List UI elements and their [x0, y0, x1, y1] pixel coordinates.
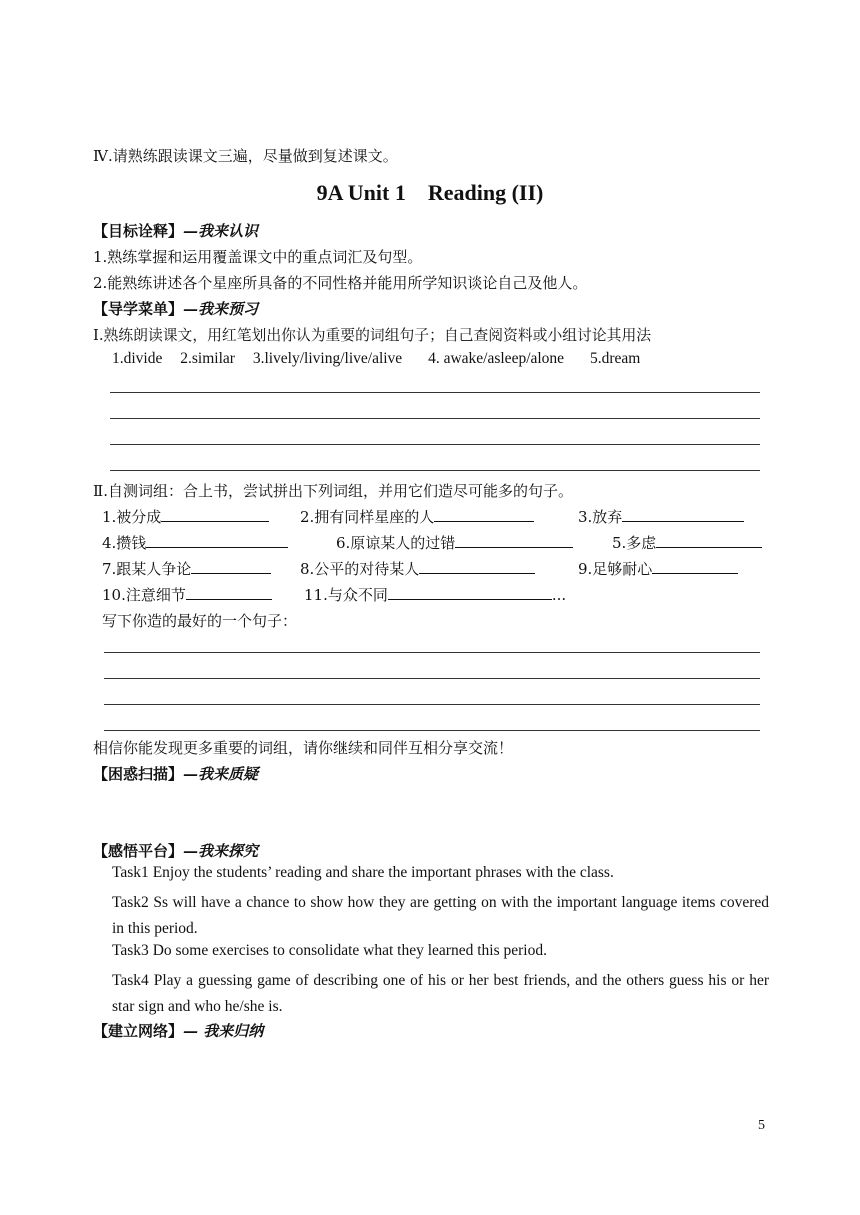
word-4: 4. awake/asleep/alone [428, 350, 565, 367]
section-guide-sub: —我来预习 [183, 300, 259, 318]
phrase-7-wrap [102, 558, 271, 579]
phrase-3-wrap [578, 506, 744, 527]
phrase-1: 1.被分成 [102, 508, 162, 526]
answer-line-2[interactable] [110, 418, 760, 419]
phrase-5: 6.原谅某人的过错 [336, 534, 456, 552]
phrase-4-blank[interactable] [146, 533, 288, 548]
phrase-6-wrap [612, 532, 762, 553]
phrase-8-wrap [300, 558, 535, 579]
section-explore-sub: —我来探究 [183, 842, 259, 860]
goal-item-1: 1.熟练掌握和运用覆盖课文中的重点词汇及句型。 [93, 248, 423, 266]
phrase-3-blank[interactable] [622, 507, 744, 522]
word-5: 5.dream [589, 350, 641, 367]
phrase-4-wrap [102, 532, 288, 553]
phrase-4: 4.攒钱 [102, 534, 147, 552]
task-1-label: Task1 [112, 864, 149, 881]
task-4 [112, 968, 769, 1020]
phrase-9-blank[interactable] [652, 559, 738, 574]
task-1 [112, 864, 614, 882]
section-explore [93, 840, 258, 861]
phrase-11: 11.与众不同 [304, 586, 388, 604]
sentence-line-2[interactable] [104, 678, 760, 679]
sentence-line-1[interactable] [104, 652, 760, 653]
word-1: 1.divide [112, 350, 163, 367]
part1-words [112, 350, 640, 368]
phrase-6-blank[interactable] [656, 533, 762, 548]
ellipsis: ... [551, 586, 567, 604]
task-2 [112, 890, 769, 942]
section-goals-sub: —我来认识 [183, 222, 259, 240]
phrase-9: 9.足够耐心 [578, 560, 653, 578]
section-guide [93, 298, 258, 319]
phrase-8: 8.公平的对待某人 [300, 560, 420, 578]
phrase-7: 7.跟某人争论 [102, 560, 192, 578]
goal-item-2: 2.能熟练讲述各个星座所具备的不同性格并能用所学知识谈论自己及他人。 [93, 274, 588, 292]
phrase-5-blank[interactable] [455, 533, 573, 548]
part1-instruction: Ⅰ.熟练朗读课文，用红笔划出你认为重要的词组句子；自己查阅资料或小组讨论其用法 [93, 327, 652, 344]
section-doubts-sub: —我来质疑 [183, 765, 259, 783]
phrase-2-wrap [300, 506, 534, 527]
phrase-7-blank[interactable] [191, 559, 271, 574]
sentence-line-3[interactable] [104, 704, 760, 705]
phrase-2-blank[interactable] [434, 507, 534, 522]
phrase-11-blank[interactable] [388, 585, 552, 600]
answer-line-4[interactable] [110, 470, 760, 471]
phrase-1-blank[interactable] [161, 507, 269, 522]
section-network-head: 【建立网络】 [93, 1022, 184, 1040]
phrase-6: 5.多虑 [612, 534, 657, 552]
phrase-8-blank[interactable] [419, 559, 535, 574]
section-goals-head: 【目标诠释】 [93, 222, 184, 240]
intro-line: Ⅳ.请熟练跟读课文三遍，尽量做到复述课文。 [93, 147, 398, 165]
section-guide-head: 【导学菜单】 [93, 300, 184, 318]
phrase-10: 10.注意细节 [102, 586, 186, 604]
section-doubts [93, 763, 258, 784]
task-1-text: Enjoy the students’ reading and share the important phrases with the class. [148, 864, 614, 881]
task-4-label: Task4 [112, 972, 149, 989]
page-number: 5 [758, 1118, 765, 1133]
page-title: 9A Unit 1 Reading (II) [316, 180, 544, 205]
section-network-sub: — 我来归纳 [183, 1022, 264, 1040]
task-2-label: Task2 [112, 894, 149, 911]
answer-line-1[interactable] [110, 392, 760, 393]
phrase-5-wrap [336, 532, 573, 553]
phrase-10-wrap [102, 584, 272, 605]
phrase-3: 3.放弃 [578, 508, 623, 526]
task-3-text: Do some exercises to consolidate what they learned this period. [148, 942, 547, 959]
section-goals [93, 220, 258, 241]
word-2: 2.similar [180, 350, 235, 367]
task-3 [112, 942, 547, 960]
phrase-10-blank[interactable] [186, 585, 272, 600]
section-network [93, 1020, 263, 1041]
word-3: 3.lively/living/live/alive [252, 350, 403, 367]
phrase-11-wrap [304, 584, 566, 605]
part2-instruction: Ⅱ.自测词组：合上书，尝试拼出下列词组，并用它们造尽可能多的句子。 [93, 482, 573, 500]
section-doubts-head: 【困惑扫描】 [93, 765, 184, 783]
phrase-row-1 [102, 506, 269, 527]
phrase-2: 2.拥有同样星座的人 [300, 508, 435, 526]
section-explore-head: 【感悟平台】 [93, 842, 184, 860]
phrase-9-wrap [578, 558, 738, 579]
task-3-label: Task3 [112, 942, 149, 959]
best-sentence-prompt: 写下你造的最好的一个句子： [102, 612, 298, 630]
sentence-line-4[interactable] [104, 730, 760, 731]
task-4-text: Play a guessing game of describing one of his or her best friends, and the others guess his or her star sign and who he/she is. [112, 972, 769, 1015]
share-line: 相信你能发现更多重要的词组，请你继续和同伴互相分享交流！ [93, 739, 514, 757]
task-2-text: Ss will have a chance to show how they are getting on with the important language items covered in this period. [112, 894, 769, 937]
answer-line-3[interactable] [110, 444, 760, 445]
